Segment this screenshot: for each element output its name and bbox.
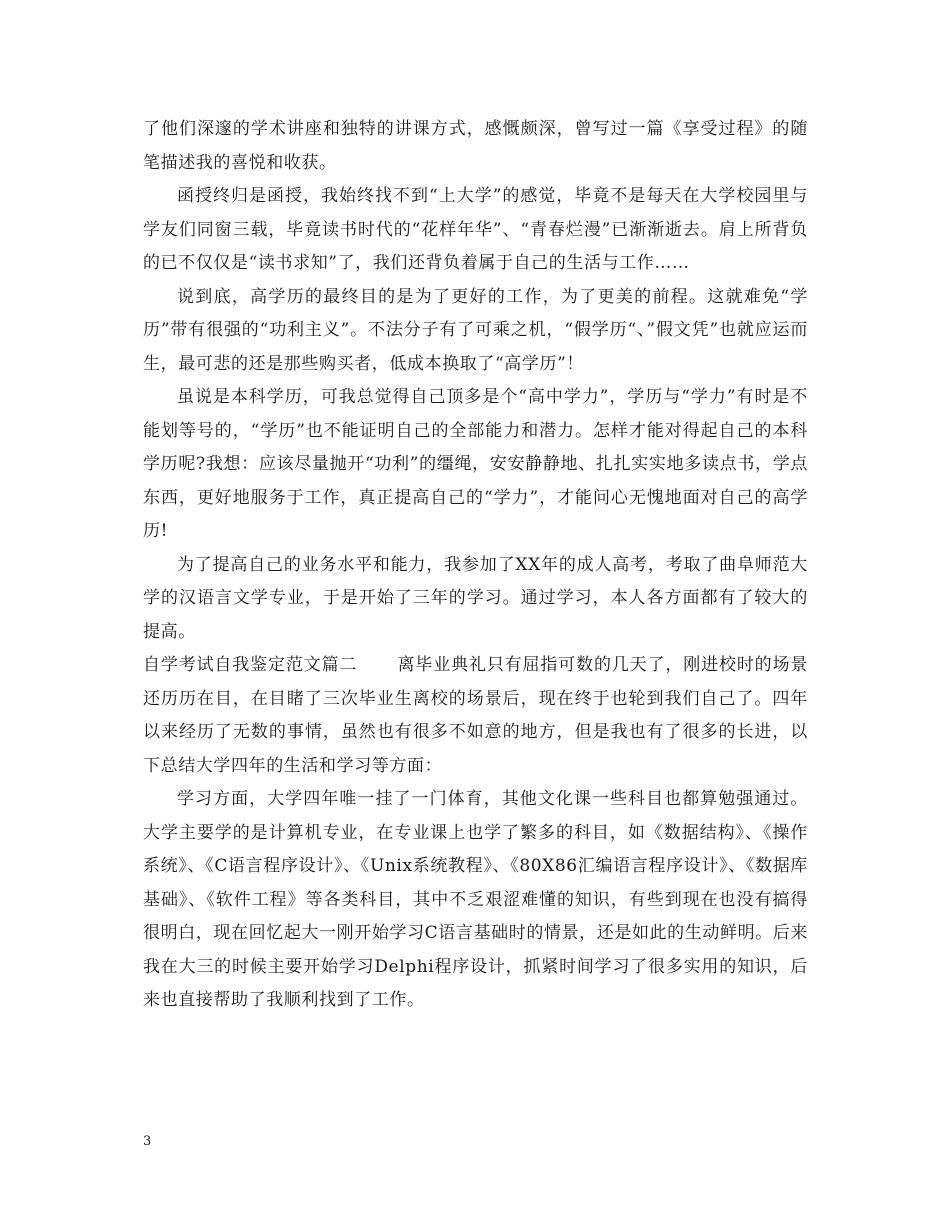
paragraph-2: 函授终归是函授，我始终找不到“上大学”的感觉，毕竟不是每天在大学校园里与学友们同窗三载，毕竟读书时代的“花样年华”、“青春烂漫”已渐渐逝去。肩上所背负的已不仅仅是“读书求知”了，我们还背负着属于自己的生活与工作……: [143, 186, 808, 273]
section-paragraph-1: 学习方面，大学四年唯一挂了一门体育，其他文化课一些科目也都算勉强通过。大学主要学的是计算机专业，在专业课上也学了繁多的科目，如《数据结构》、《操作系统》、《C语言程序设计》、《Unix系统教程》、《80X86汇编语言程序设计》、《数据库基础》、《软件工程》等各类科目，其中不乏艰涩难懂的知识，有些到现在也没有搞得很明白，现在回忆起大一刚开始学习C语言基础时的情景，还是如此的生动鲜明。后来我在大三的时候主要开始学习Delphi程序设计，抓紧时间学习了很多实用的知识，后来也直接帮助了我顺利找到了工作。: [143, 789, 808, 1010]
paragraph-3: 说到底，高学历的最终目的是为了更好的工作，为了更美的前程。这就难免“学历”带有很强的“功利主义”。不法分子有了可乘之机，“假学历“、”假文凭”也就应运而生，最可悲的还是那些购买者，低成本换取了“高学历”！: [143, 286, 808, 374]
paragraph-5: 为了提高自己的业务水平和能力，我参加了XX年的成人高考，考取了曲阜师范大学的汉语言文学专业，于是开始了三年的学习。通过学习，本人各方面都有了较大的提高。: [143, 554, 808, 642]
paragraph-1: 了他们深邃的学术讲座和独特的讲课方式，感慨颇深，曾写过一篇《享受过程》的随笔描述我的喜悦和收获。: [143, 119, 808, 173]
paragraph-4: 虽说是本科学历，可我总觉得自己顶多是个“高中学力”，学历与“学力”有时是不能划等号的，“学历”也不能证明自己的全部能力和潜力。怎样才能对得起自己的本科学历呢?我想：应该尽量抛开“功利”的缰绳，安安静静地、扎扎实实地多读点书，学点东西，更好地服务于工作，真正提高自己的“学力”，才能问心无愧地面对自己的高学历!: [143, 387, 808, 541]
section-heading: 自学考试自我鉴定范文篇二: [143, 655, 358, 675]
section-paragraph-with-heading: [143, 649, 808, 783]
section-first-paragraph: 离毕业典礼只有屈指可数的几天了，刚进校时的场景还历历在目，在目睹了三次毕业生离校的场景后，现在终于也轮到我们自己了。四年以来经历了无数的事情，虽然也有很多不如意的地方，但是我也有了很多的长进，以下总结大学四年的生活和学习等方面：: [143, 655, 808, 776]
page-number: 3: [143, 1134, 152, 1149]
document-body: [143, 113, 808, 1018]
